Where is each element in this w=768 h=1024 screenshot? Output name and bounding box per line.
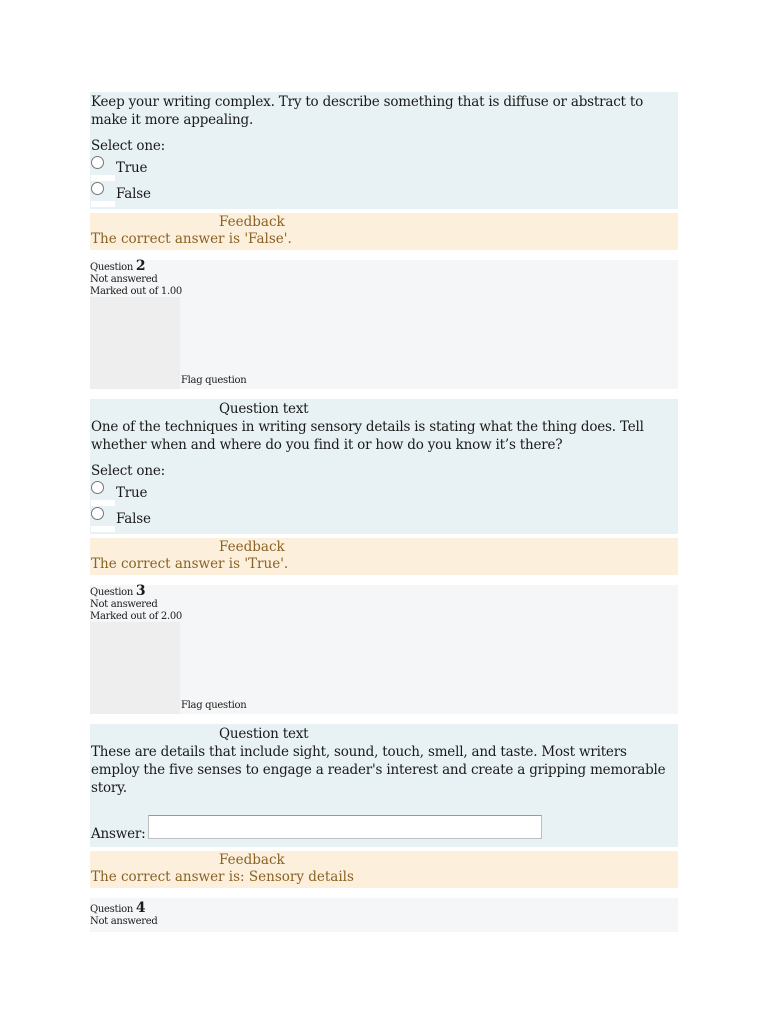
question-2-info <box>90 260 678 389</box>
quiz-review <box>90 92 678 932</box>
option-decoration <box>91 526 115 532</box>
question-3-label: Question <box>90 587 133 598</box>
question-1-radio-true[interactable] <box>91 156 104 169</box>
question-3-section-title: Question text <box>219 726 309 742</box>
question-1-feedback <box>90 213 678 250</box>
question-1-select-label: Select one: <box>91 138 165 154</box>
question-2-feedback-title: Feedback <box>219 539 285 555</box>
question-3-number <box>90 585 678 599</box>
question-2-mark: Marked out of 1.00 <box>90 286 182 297</box>
question-3-answer-input[interactable] <box>148 815 542 839</box>
question-3-mark: Marked out of 2.00 <box>90 611 182 622</box>
question-2-select-label: Select one: <box>91 463 165 479</box>
question-3-content <box>90 724 678 847</box>
option-decoration <box>91 201 115 207</box>
question-1-option-true[interactable] <box>91 155 677 181</box>
question-3-state: Not answered <box>90 599 158 610</box>
question-3-feedback-text: The correct answer is: Sensory details <box>91 869 354 885</box>
question-2-number-value: 2 <box>135 258 146 274</box>
question-2-content <box>90 399 678 534</box>
question-1-text: Keep your writing complex. Try to describe something that is diffuse or abstract to make it more appealing. <box>91 94 644 128</box>
question-3-feedback-title: Feedback <box>219 852 285 868</box>
question-2-flag-link[interactable]: Flag question <box>181 375 247 386</box>
question-4-number-value: 4 <box>135 900 146 916</box>
question-4-state: Not answered <box>90 916 158 927</box>
question-2-text: One of the techniques in writing sensory details is stating what the thing does. Tell whether when and where do you find it or how do you know it’s there? <box>91 419 644 453</box>
question-2-feedback-text: The correct answer is 'True'. <box>91 556 289 572</box>
question-3-answer-label: Answer: <box>91 826 146 842</box>
question-1-feedback-text: The correct answer is 'False'. <box>91 231 292 247</box>
question-3-text: These are details that include sight, sound, touch, smell, and taste. Most writers employ the five senses to engage a reader's interest and create a gripping memorable story. <box>91 744 666 796</box>
question-1-option-false-label: False <box>116 186 151 202</box>
question-3-answer-row <box>91 815 677 845</box>
question-1-radio-false[interactable] <box>91 182 104 195</box>
question-1-option-true-label: True <box>116 160 148 176</box>
question-2-label: Question <box>90 262 133 273</box>
question-1-feedback-title: Feedback <box>219 214 285 230</box>
question-2-option-false[interactable] <box>91 506 677 532</box>
question-2-flag-area <box>90 297 180 389</box>
question-3-feedback <box>90 851 678 888</box>
question-2-radio-true[interactable] <box>91 481 104 494</box>
question-2-radio-false[interactable] <box>91 507 104 520</box>
question-3-number-value: 3 <box>135 583 146 599</box>
question-4-label: Question <box>90 904 133 915</box>
question-4-info <box>90 898 678 932</box>
question-2-number <box>90 260 678 274</box>
question-2-section-title: Question text <box>219 401 309 417</box>
question-2-option-true-label: True <box>116 485 148 501</box>
question-2-option-false-label: False <box>116 511 151 527</box>
question-1-option-false[interactable] <box>91 181 677 207</box>
question-2-option-true[interactable] <box>91 480 677 506</box>
question-2-feedback <box>90 538 678 575</box>
question-3-info <box>90 585 678 714</box>
question-4-number <box>90 898 678 916</box>
question-3-flag-link[interactable]: Flag question <box>181 700 247 711</box>
question-3-flag-area <box>90 622 180 714</box>
question-1-content <box>90 92 678 209</box>
question-2-state: Not answered <box>90 274 158 285</box>
